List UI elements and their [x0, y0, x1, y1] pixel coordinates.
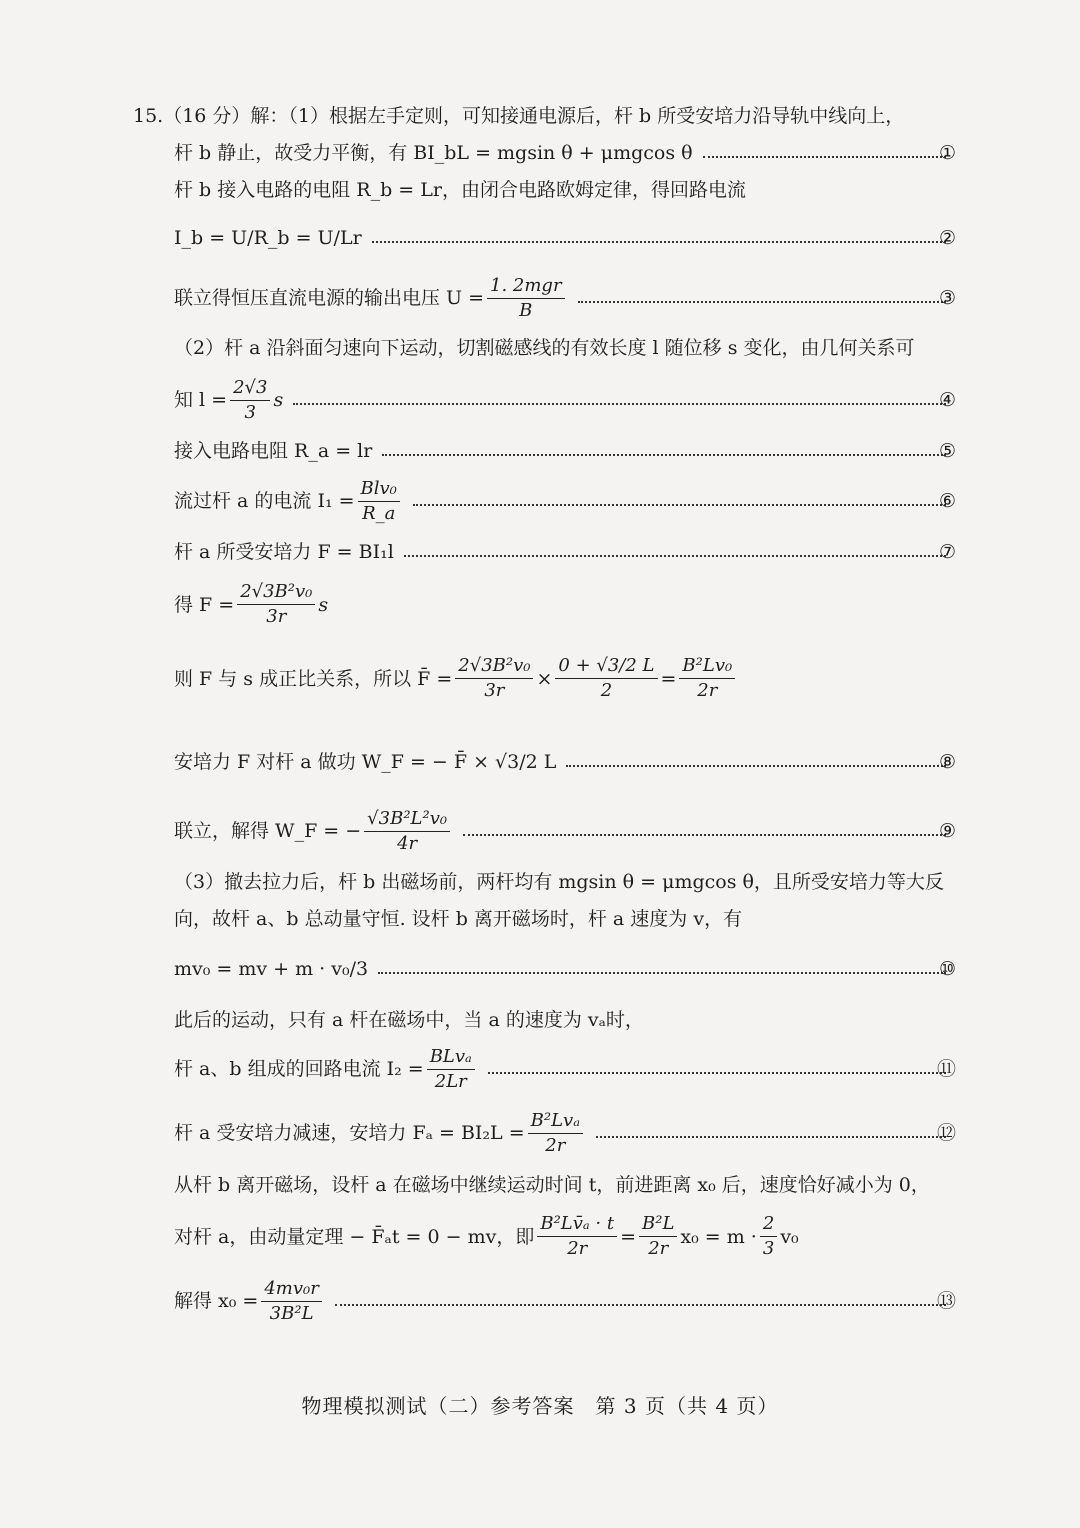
eq-mark-11: ⑪	[936, 1058, 956, 1080]
fraction: $\frac{2√3}{3}$	[230, 378, 270, 423]
text-line-momentum: 向，故杆 a、b 总动量守恒. 设杆 b 离开磁场时，杆 a 速度为 v，有	[174, 908, 743, 930]
text-line-impulse: 对杆 a，由动量定理 − F̄ₐt = 0 − mv，即 $\frac{\text{B²Lv̄ₐ · t}}{2r}$ = $\frac{\text{B²L}}{2r}$ x₀ = m · $\frac{2}{3}$ v₀	[174, 1213, 799, 1259]
eq-line-10	[174, 957, 954, 981]
page-footer: 物理模拟测试（二）参考答案 第 3 页（共 4 页）	[301, 1394, 779, 1418]
eq-mark-13: ⑬	[936, 1290, 956, 1312]
fraction: $\frac{\text{B²Lv̄ₐ · t}}{2r}$	[537, 1214, 617, 1259]
text-line-resistance-b: 杆 b 接入电路的电阻 R_b = Lr，由闭合电路欧姆定律，得回路电流	[174, 179, 746, 201]
eq-4-text: 知 l =	[174, 389, 228, 411]
fraction: $\frac{\text{1. 2mgr}}{B}$	[487, 276, 565, 321]
eq-line-6	[174, 478, 954, 524]
eq-line-1	[174, 141, 954, 165]
leader-dots	[578, 300, 946, 303]
text-line-after: 此后的运动，只有 a 杆在磁场中，当 a 的速度为 vₐ时，	[174, 1009, 644, 1031]
eq-13-text: 解得 x₀ =	[174, 1290, 259, 1312]
eq-10-text: mv₀ = mv + m · v₀/3	[174, 958, 369, 980]
text-line-part2: （2）杆 a 沿斜面匀速向下运动，切割磁感线的有效长度 l 随位移 s 变化，由几何关系可	[174, 337, 915, 359]
leader-dots	[463, 833, 946, 836]
leader-dots	[378, 971, 946, 974]
eq-mark-1: ①	[938, 142, 956, 164]
eq-line-9	[174, 808, 954, 854]
leader-dots	[596, 1135, 946, 1138]
text-line-average-force: 则 F 与 s 成正比关系，所以 F̄ = $\frac{\text{2√3B²v₀}}{3r}$ × $\frac{0 + √3/2 L}{2}$ = $\frac{\text{B²Lv₀}}{2r}$	[174, 656, 954, 701]
eq-mark-10: ⑩	[938, 958, 956, 980]
text-line-part3: （3）撤去拉力后，杆 b 出磁场前，两杆均有 mgsin θ = μmgcos θ，且所受安培力等大反	[174, 871, 944, 893]
eq-mark-7: ⑦	[938, 541, 956, 563]
leader-dots	[703, 155, 946, 158]
fraction: $\frac{\text{√3B²L²v₀}}{4r}$	[364, 809, 450, 854]
eq-line-12	[174, 1110, 954, 1156]
eq-line-11	[174, 1046, 954, 1092]
eq-8-text: 安培力 F 对杆 a 做功 W_F = − F̄ × √3/2 L	[174, 751, 557, 773]
leader-dots	[382, 453, 946, 456]
eq-mark-8: ⑧	[938, 751, 956, 773]
eq-mark-2: ②	[938, 227, 956, 249]
fraction: $\frac{\text{B²L}}{2r}$	[639, 1214, 677, 1259]
eq-mark-9: ⑨	[938, 820, 956, 842]
eq-3-text: 联立得恒压直流电源的输出电压 U =	[174, 287, 485, 309]
leader-dots	[404, 554, 946, 557]
eq-mark-4: ④	[938, 389, 956, 411]
eq-7-text: 杆 a 所受安培力 F = BI₁l	[174, 541, 394, 563]
fraction: $\frac{\text{Blv₀}}{R\_a}$	[358, 479, 400, 524]
eq-1-text: 杆 b 静止，故受力平衡，有 BI_bL = mgsin θ + μmgcos θ	[174, 142, 693, 164]
text-line-distance: 从杆 b 离开磁场，设杆 a 在磁场中继续运动时间 t，前进距离 x₀ 后，速度恰好减小为 0，	[174, 1174, 930, 1196]
eq-9-text: 联立，解得 W_F = −	[174, 820, 362, 842]
eq-line-13	[174, 1278, 954, 1324]
eq-6-text: 流过杆 a 的电流 I₁ =	[174, 490, 355, 512]
eq-line-3	[174, 276, 954, 320]
eq-line-2	[174, 226, 954, 250]
eq-12-text: 杆 a 受安培力减速，安培力 Fₐ = BI₂L =	[174, 1122, 525, 1144]
fraction: $\frac{\text{B²Lv₀}}{2r}$	[679, 656, 735, 701]
question-header: 15.（16 分）解：（1）根据左手定则，可知接通电源后，杆 b 所受安培力沿导轨中线向上，	[133, 105, 905, 127]
eq-mark-3: ③	[938, 287, 956, 309]
leader-dots	[293, 402, 946, 405]
fraction: $\frac{2}{3}$	[760, 1214, 777, 1259]
eq-line-8	[174, 750, 954, 774]
eq-line-4: 知 l = $\frac{2√3}{3}$ s ④	[174, 376, 956, 423]
leader-dots	[372, 240, 946, 243]
eq-2-text: I_b = U/R_b = U/Lr	[174, 227, 362, 249]
fraction: $\frac{\text{4mv₀r}}{\text{3B²L}}$	[261, 1279, 322, 1324]
eq-mark-5: ⑤	[938, 440, 956, 462]
fraction: $\frac{\text{BLvₐ}}{2Lr}$	[427, 1047, 475, 1092]
leader-dots	[488, 1071, 946, 1074]
eq-line-7	[174, 540, 954, 564]
eq-line-5	[174, 439, 954, 463]
fraction: $\frac{\text{B²Lvₐ}}{2r}$	[528, 1111, 583, 1156]
leader-dots	[335, 1303, 946, 1306]
eq-5-text: 接入电路电阻 R_a = lr	[174, 440, 373, 462]
eq-mark-12: ⑫	[936, 1122, 956, 1144]
leader-dots	[413, 503, 946, 506]
leader-dots	[566, 764, 946, 767]
eq-mark-6: ⑥	[938, 490, 956, 512]
fraction: $\frac{\text{2√3B²v₀}}{3r}$	[455, 656, 533, 701]
eq-11-text: 杆 a、b 组成的回路电流 I₂ =	[174, 1058, 424, 1080]
fraction: $\frac{\text{2√3B²v₀}}{3r}$	[237, 582, 315, 627]
text-line-force: 得 F = $\frac{\text{2√3B²v₀}}{3r}$ s	[174, 581, 329, 627]
fraction: $\frac{0 + √3/2 L}{2}$	[555, 656, 657, 701]
